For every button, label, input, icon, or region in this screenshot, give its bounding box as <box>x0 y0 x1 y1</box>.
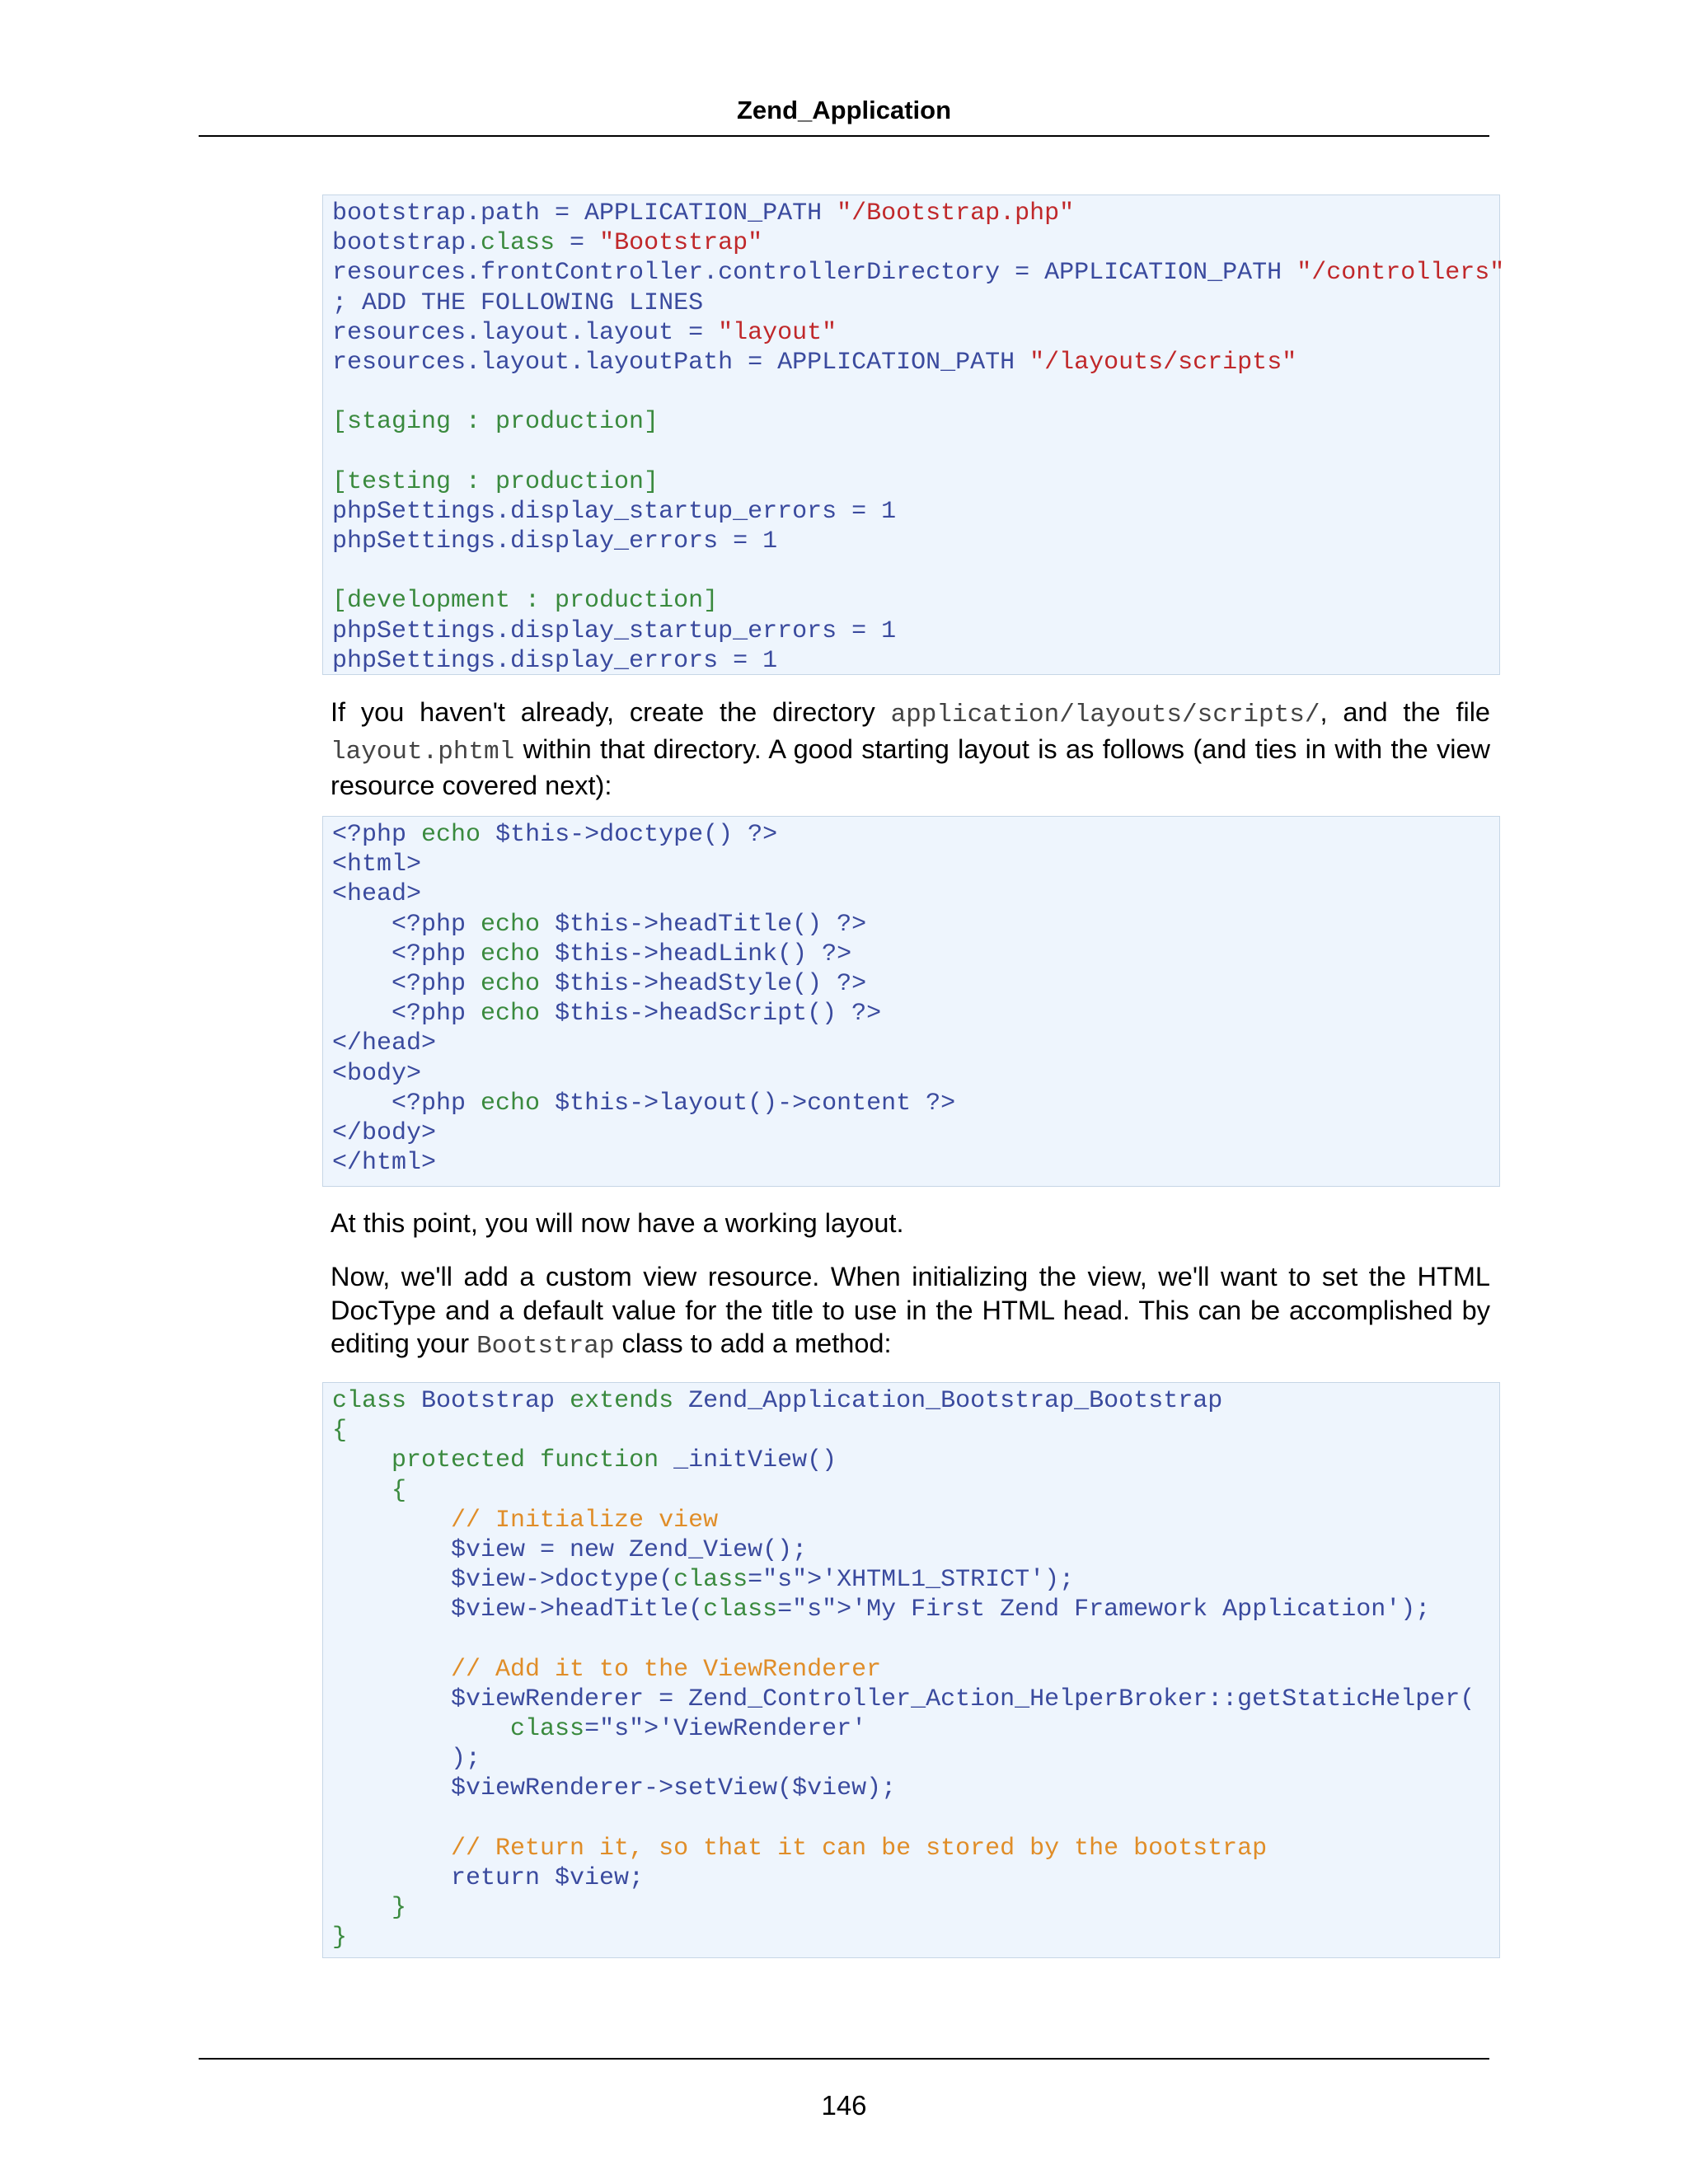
bootstrap-code-line: return $view; <box>332 1864 645 1892</box>
bootstrap-code-line: $view->doctype(class="s">'XHTML1_STRICT'); <box>332 1566 1075 1595</box>
bootstrap-code-line: ); <box>332 1745 481 1774</box>
ini-code-line: phpSettings.display_errors = 1 <box>332 646 778 675</box>
layout-code-line: <head> <box>332 880 422 909</box>
page-number: 146 <box>821 2090 867 2121</box>
inline-code-layout-file: layout.phtml <box>331 737 515 766</box>
layout-code-line: <?php echo $this->layout()->content ?> <box>392 1089 956 1118</box>
code-block-bootstrap <box>322 1382 1500 1958</box>
code-block-ini <box>322 194 1505 675</box>
ini-code-line <box>332 377 1499 407</box>
paragraph-working-layout: At this point, you will now have a working layout. <box>331 1208 904 1238</box>
page-header-title: Zend_Application <box>736 96 952 124</box>
bootstrap-code-line: // Return it, so that it can be stored by the bootstrap <box>332 1834 1268 1863</box>
inline-code-bootstrap: Bootstrap <box>476 1332 615 1361</box>
paragraph-text: Now, we'll add a custom view resource. When initializing the view, we'll want to set the HTML DocType and a default value for the title to use in the HTML head. This can be accomplished by editing your <box>331 1262 1490 1358</box>
layout-code-line: <?php echo $this->doctype() ?> <box>332 821 778 849</box>
bootstrap-code-line: class="s">'ViewRenderer' <box>510 1715 867 1744</box>
bootstrap-code-line: $view->headTitle(class="s">'My First Zend Framework Application'); <box>332 1596 1431 1624</box>
layout-code-line: <?php echo $this->headScript() ?> <box>392 1000 882 1029</box>
ini-code-line: phpSettings.display_startup_errors = 1 <box>332 497 897 526</box>
ini-code-line: ; ADD THE FOLLOWING LINES <box>332 288 704 317</box>
paragraph-text: class to add a method: <box>614 1329 892 1358</box>
ini-code-line: [testing : production] <box>332 467 659 496</box>
bootstrap-code-line: // Initialize view <box>332 1506 719 1535</box>
ini-code-line: bootstrap.class = "Bootstrap" <box>332 229 763 258</box>
ini-code-line: phpSettings.display_startup_errors = 1 <box>332 616 897 645</box>
bootstrap-code-line: protected function _initView() <box>392 1446 837 1475</box>
code-block-layout <box>322 816 1500 1187</box>
ini-code-line: resources.layout.layout = "layout" <box>332 318 837 347</box>
ini-code-line: [development : production] <box>332 587 719 616</box>
layout-code-line: <body> <box>332 1059 422 1088</box>
bootstrap-code-line: } <box>332 1924 348 1952</box>
header-rule <box>199 135 1489 137</box>
bootstrap-code-line <box>332 1625 1499 1655</box>
bootstrap-code-line: } <box>332 1894 407 1923</box>
layout-code-line: </html> <box>332 1149 437 1178</box>
bootstrap-code-line: $viewRenderer = Zend_Controller_Action_HelperBroker::getStaticHelper( <box>332 1685 1475 1713</box>
ini-code-line: bootstrap.path = APPLICATION_PATH "/Bootstrap.php" <box>332 199 1075 227</box>
bootstrap-code-line: { <box>332 1476 407 1505</box>
layout-code-line: <?php echo $this->headLink() ?> <box>392 940 852 968</box>
bootstrap-code-line: class Bootstrap extends Zend_Application_Bootstrap_Bootstrap <box>332 1387 1223 1415</box>
bootstrap-code-line <box>332 1804 1499 1834</box>
ini-code-line <box>332 556 1499 586</box>
paragraph-text: within that directory. A good starting layout is as follows (and ties in with the view resource covered next): <box>331 733 1490 800</box>
paragraph-text: If you haven't already, create the directory <box>331 697 891 727</box>
layout-code-line: <?php echo $this->headStyle() ?> <box>392 969 867 998</box>
bootstrap-code-line: // Add it to the ViewRenderer <box>332 1655 882 1684</box>
paragraph-custom-view <box>331 1260 1490 1364</box>
layout-code-line: </body> <box>332 1118 437 1147</box>
ini-code-line: resources.layout.layoutPath = APPLICATION_PATH "/layouts/scripts" <box>332 348 1297 377</box>
ini-code-line: phpSettings.display_errors = 1 <box>332 527 778 556</box>
layout-code-line: <?php echo $this->headTitle() ?> <box>392 910 867 939</box>
layout-code-line: </head> <box>332 1029 437 1058</box>
paragraph-create-directory <box>331 696 1490 803</box>
bootstrap-code-line: { <box>332 1417 348 1446</box>
inline-code-directory: application/layouts/scripts/ <box>890 701 1320 729</box>
layout-code-line: <html> <box>332 851 422 879</box>
bootstrap-code-line: $viewRenderer->setView($view); <box>332 1774 897 1803</box>
paragraph-text: , and the file <box>1320 697 1490 727</box>
bootstrap-code-line: $view = new Zend_View(); <box>332 1535 808 1564</box>
ini-code-line <box>332 438 1499 467</box>
ini-code-line: resources.frontController.controllerDirectory = APPLICATION_PATH "/controllers" <box>332 259 1505 288</box>
footer-rule <box>199 2058 1489 2060</box>
ini-code-line: [staging : production] <box>332 408 659 437</box>
